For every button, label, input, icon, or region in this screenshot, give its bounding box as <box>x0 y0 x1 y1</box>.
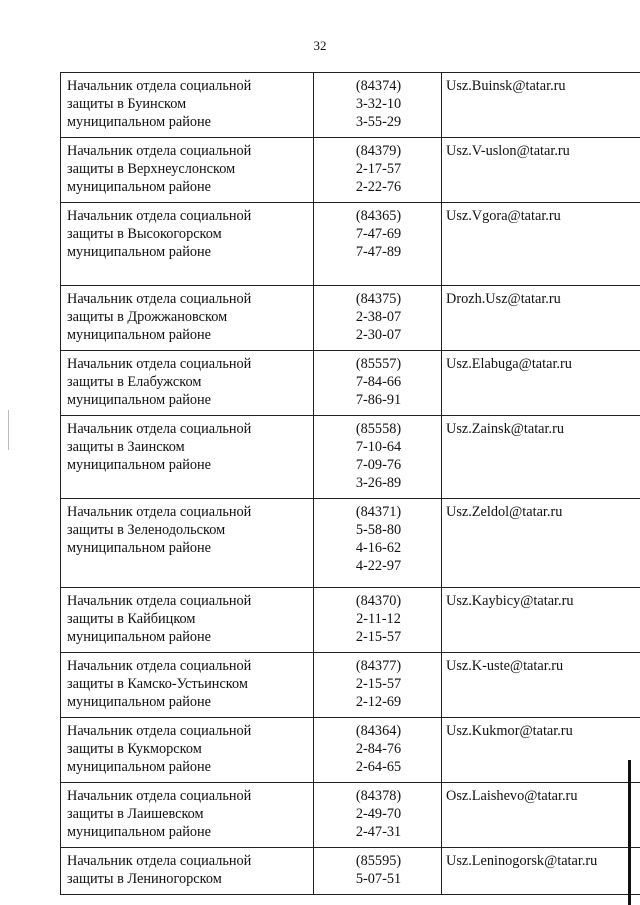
phone-line: 2-15-57 <box>355 676 402 692</box>
phone-line: (85558) <box>355 421 402 437</box>
official-title-line: Начальник отдела социальной <box>67 291 252 307</box>
official-title-line: Начальник отдела социальной <box>67 143 252 159</box>
scan-margin-mark <box>8 410 9 450</box>
phone-line: (84377) <box>355 658 402 674</box>
phone-line: (84378) <box>355 788 402 804</box>
phone-line: 2-49-70 <box>355 806 402 822</box>
table-row <box>61 653 640 718</box>
phone-line: 2-84-76 <box>355 741 402 757</box>
phone-line: 2-22-76 <box>355 179 402 195</box>
official-title-line: Начальник отдела социальной <box>67 208 252 224</box>
official-title-line: Начальник отдела социальной <box>67 723 252 739</box>
phone-line: 2-17-57 <box>355 161 402 177</box>
email-cell <box>442 286 640 351</box>
official-title-line: защиты в Дрожжановском <box>67 309 228 325</box>
official-title-line: защиты в Елабужском <box>67 374 202 390</box>
phone-line: (85595) <box>355 853 402 869</box>
phone-line: 7-84-66 <box>355 374 402 390</box>
phone-cell <box>314 73 442 138</box>
phone-cell <box>314 588 442 653</box>
official-title-line: муниципальном районе <box>67 114 212 130</box>
official-title-line: Начальник отдела социальной <box>67 356 252 372</box>
email-cell <box>442 588 640 653</box>
phone-line: 2-30-07 <box>355 327 402 343</box>
phone-cell <box>314 499 442 588</box>
phone-cell <box>314 653 442 718</box>
table-row <box>61 351 640 416</box>
phone-cell <box>314 351 442 416</box>
scan-edge-shadow <box>628 760 631 905</box>
phone-line: 2-47-31 <box>355 824 402 840</box>
phone-line: (84370) <box>355 593 402 609</box>
email-address[interactable]: Usz.Kukmor@tatar.ru <box>446 723 573 739</box>
phone-line: (84365) <box>355 208 402 224</box>
email-cell <box>442 653 640 718</box>
email-cell <box>442 416 640 499</box>
official-title-line: Начальник отдела социальной <box>67 421 252 437</box>
official-title-line: защиты в Кайбицком <box>67 611 196 627</box>
official-title-line: защиты в Камско-Устьинском <box>67 676 248 692</box>
phone-line: 2-64-65 <box>355 759 402 775</box>
table-row <box>61 718 640 783</box>
official-title-line: защиты в Кукморском <box>67 741 202 757</box>
email-cell <box>442 351 640 416</box>
official-title-line: защиты в Высокогорском <box>67 226 222 242</box>
email-cell <box>442 73 640 138</box>
phone-line: (84379) <box>355 143 402 159</box>
email-cell <box>442 203 640 286</box>
official-title-cell <box>61 286 314 351</box>
phone-line: 7-10-64 <box>355 439 402 455</box>
table-row <box>61 138 640 203</box>
email-address[interactable]: Usz.Zainsk@tatar.ru <box>446 421 564 437</box>
official-title-cell <box>61 653 314 718</box>
official-title-line: муниципальном районе <box>67 694 212 710</box>
phone-line: (84371) <box>355 504 402 520</box>
official-title-line: Начальник отдела социальной <box>67 658 252 674</box>
official-title-line: Начальник отдела социальной <box>67 788 252 804</box>
contacts-table-body <box>61 73 640 895</box>
official-title-line: Начальник отдела социальной <box>67 78 252 94</box>
phone-line: 2-15-57 <box>355 629 402 645</box>
phone-line: 4-22-97 <box>355 558 402 574</box>
official-title-line: защиты в Лаишевском <box>67 806 204 822</box>
email-cell <box>442 138 640 203</box>
official-title-line: муниципальном районе <box>67 179 212 195</box>
phone-line: 4-16-62 <box>355 540 402 556</box>
official-title-cell <box>61 848 314 895</box>
official-title-line: муниципальном районе <box>67 244 212 260</box>
table-row <box>61 848 640 895</box>
email-cell <box>442 499 640 588</box>
official-title-line: муниципальном районе <box>67 540 212 556</box>
official-title-cell <box>61 499 314 588</box>
official-title-line: защиты в Буинском <box>67 96 187 112</box>
email-cell <box>442 848 640 895</box>
table-row <box>61 499 640 588</box>
phone-line: 7-47-89 <box>355 244 402 260</box>
phone-line: 5-58-80 <box>355 522 402 538</box>
official-title-cell <box>61 588 314 653</box>
email-address[interactable]: Drozh.Usz@tatar.ru <box>446 291 561 307</box>
phone-cell <box>314 718 442 783</box>
official-title-cell <box>61 138 314 203</box>
email-cell <box>442 718 640 783</box>
official-title-line: защиты в Верхнеуслонском <box>67 161 236 177</box>
official-title-line: защиты в Зеленодольском <box>67 522 226 538</box>
official-title-line: защиты в Лениногорском <box>67 871 222 887</box>
phone-line: 3-55-29 <box>355 114 402 130</box>
table-row <box>61 416 640 499</box>
phone-line: (84364) <box>355 723 402 739</box>
email-address[interactable]: Usz.V-uslon@tatar.ru <box>446 143 570 159</box>
phone-line: 7-47-69 <box>355 226 402 242</box>
official-title-cell <box>61 203 314 286</box>
phone-line: 7-09-76 <box>355 457 402 473</box>
email-address[interactable]: Usz.K-uste@tatar.ru <box>446 658 564 674</box>
email-address[interactable]: Usz.Vgora@tatar.ru <box>446 208 561 224</box>
official-title-line: муниципальном районе <box>67 629 212 645</box>
email-address[interactable]: Usz.Elabuga@tatar.ru <box>446 356 572 372</box>
page-number: 32 <box>313 38 327 53</box>
table-row <box>61 73 640 138</box>
phone-line: 7-86-91 <box>355 392 402 408</box>
email-cell <box>442 783 640 848</box>
official-title-line: защиты в Заинском <box>67 439 185 455</box>
phone-cell <box>314 848 442 895</box>
official-title-cell <box>61 73 314 138</box>
official-title-cell <box>61 351 314 416</box>
phone-line: 2-38-07 <box>355 309 402 325</box>
phone-line: 3-26-89 <box>355 475 402 491</box>
phone-line: (85557) <box>355 356 402 372</box>
official-title-line: Начальник отдела социальной <box>67 593 252 609</box>
phone-line: 3-32-10 <box>355 96 402 112</box>
official-title-cell <box>61 783 314 848</box>
official-title-line: муниципальном районе <box>67 824 212 840</box>
table-row <box>61 783 640 848</box>
official-title-line: Начальник отдела социальной <box>67 504 252 520</box>
contacts-table <box>60 72 640 895</box>
email-address[interactable]: Usz.Zeldol@tatar.ru <box>446 504 563 520</box>
phone-line: 2-11-12 <box>356 611 401 627</box>
phone-cell <box>314 286 442 351</box>
table-row <box>61 286 640 351</box>
official-title-line: муниципальном районе <box>67 392 212 408</box>
table-row <box>61 588 640 653</box>
table-row <box>61 203 640 286</box>
phone-cell <box>314 416 442 499</box>
email-address[interactable]: Osz.Laishevo@tatar.ru <box>446 788 578 804</box>
official-title-line: муниципальном районе <box>67 457 212 473</box>
email-address[interactable]: Usz.Buinsk@tatar.ru <box>446 78 566 94</box>
phone-cell <box>314 203 442 286</box>
official-title-line: муниципальном районе <box>67 327 212 343</box>
phone-line: 5-07-51 <box>355 871 402 887</box>
official-title-line: Начальник отдела социальной <box>67 853 252 869</box>
official-title-cell <box>61 416 314 499</box>
phone-line: (84374) <box>355 78 402 94</box>
phone-line: 2-12-69 <box>355 694 402 710</box>
phone-line: (84375) <box>355 291 402 307</box>
official-title-cell <box>61 718 314 783</box>
official-title-line: муниципальном районе <box>67 759 212 775</box>
email-address[interactable]: Usz.Leninogorsk@tatar.ru <box>446 853 598 869</box>
email-address[interactable]: Usz.Kaybicy@tatar.ru <box>446 593 574 609</box>
phone-cell <box>314 138 442 203</box>
phone-cell <box>314 783 442 848</box>
